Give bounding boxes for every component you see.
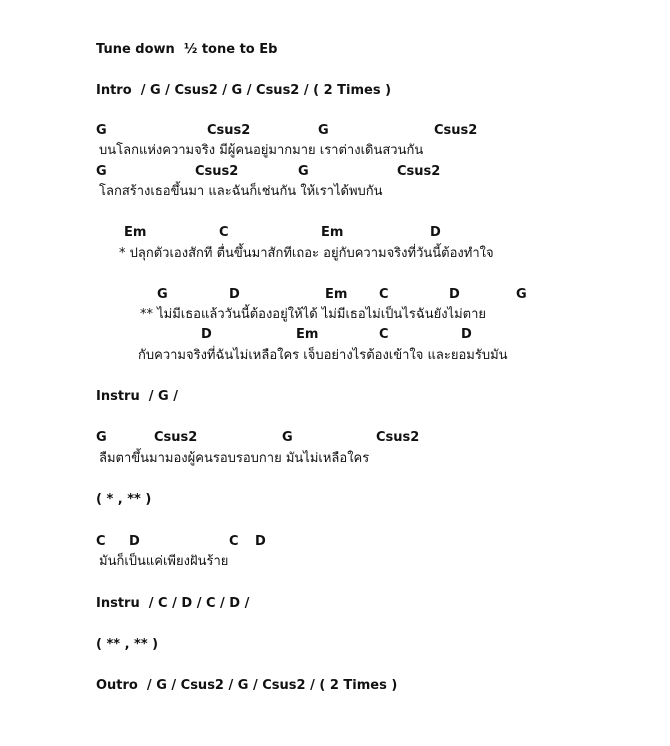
- chord: D: [229, 287, 240, 302]
- chord: G: [96, 430, 107, 445]
- chord: C: [96, 534, 106, 549]
- chord: G: [157, 287, 168, 302]
- chord: C: [229, 534, 239, 549]
- outro-line: Outro / G / Csus2 / G / Csus2 / ( 2 Times ): [96, 678, 398, 693]
- instru-line-2: Instru / C / D / C / D /: [96, 596, 250, 611]
- lyric-line: โลกสร้างเธอขึ้นมา และฉันก็เช่นกัน ให้เราได้พบกัน: [99, 184, 383, 199]
- lyric-line: ** ไม่มีเธอแล้ววันนี้ต้องอยู่ให้ได้ ไม่มีเธอไม่เป็นไรฉันยังไม่ตาย: [140, 307, 487, 322]
- chord: C: [379, 287, 389, 302]
- chord: Csus2: [195, 164, 239, 179]
- chord: D: [255, 534, 266, 549]
- chord: Csus2: [434, 123, 478, 138]
- instru-line-1: Instru / G /: [96, 389, 178, 404]
- chord: G: [96, 164, 107, 179]
- chord: G: [96, 123, 107, 138]
- chord: G: [516, 287, 527, 302]
- lyric-line: บนโลกแห่งความจริง มีผู้คนอยู่มากมาย เราต่างเดินสวนกัน: [99, 143, 424, 158]
- chord: Em: [296, 327, 319, 342]
- intro-line: Intro / G / Csus2 / G / Csus2 / ( 2 Times ): [96, 83, 392, 98]
- chord: D: [430, 225, 441, 240]
- repeat-marker-2: ( ** , ** ): [96, 637, 159, 652]
- lyric-line: กับความจริงที่ฉันไม่เหลือใคร เจ็บอย่างไรต้องเข้าใจ และยอมรับมัน: [138, 348, 508, 363]
- lyric-line: มันก็เป็นแค่เพียงฝันร้าย: [99, 554, 229, 569]
- chord: D: [449, 287, 460, 302]
- chord: G: [282, 430, 293, 445]
- chord: D: [201, 327, 212, 342]
- chord: Em: [325, 287, 348, 302]
- chord: Csus2: [397, 164, 441, 179]
- chord: C: [379, 327, 389, 342]
- chord: Csus2: [154, 430, 198, 445]
- chord: Em: [124, 225, 147, 240]
- chord: C: [219, 225, 229, 240]
- chord: D: [129, 534, 140, 549]
- chord: G: [318, 123, 329, 138]
- chord: Csus2: [207, 123, 251, 138]
- tuning-note: Tune down ½ tone to Eb: [96, 42, 278, 57]
- repeat-marker-1: ( * , ** ): [96, 492, 152, 507]
- chord: D: [461, 327, 472, 342]
- lyric-line: * ปลุกตัวเองสักที ตื่นขึ้นมาสักทีเถอะ อยู่กับความจริงที่วันนี้ต้องทำใจ: [119, 246, 494, 261]
- chord: G: [298, 164, 309, 179]
- lyric-line: ลืมตาขึ้นมามองผู้คนรอบรอบกาย มันไม่เหลือใคร: [99, 451, 370, 466]
- chord: Csus2: [376, 430, 420, 445]
- chord: Em: [321, 225, 344, 240]
